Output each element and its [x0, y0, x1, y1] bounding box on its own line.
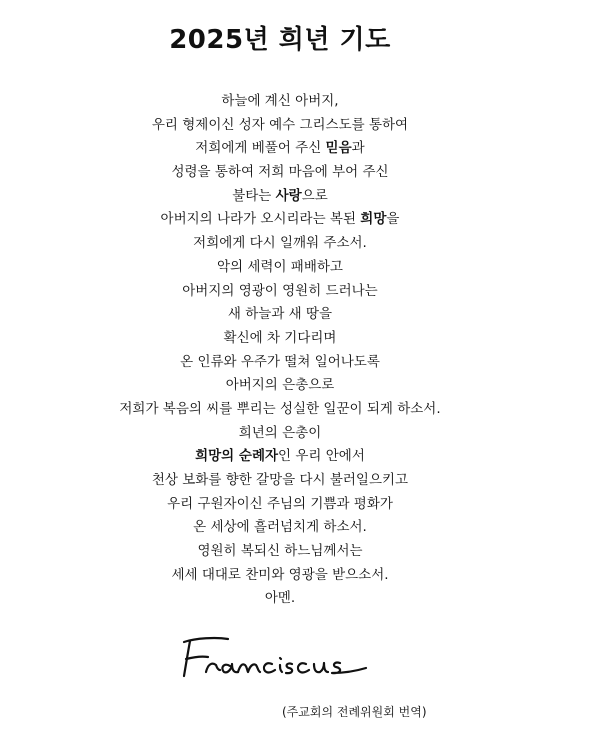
emphasized-word: 사랑 — [275, 187, 302, 204]
prayer-line — [0, 280, 560, 304]
emphasized-word: 믿음 — [325, 140, 352, 157]
handwritten-signature — [176, 632, 386, 684]
prayer-line — [0, 351, 560, 375]
line-text: 악의 세력이 패배하고 — [217, 258, 343, 275]
line-text: 우리 형제이신 성자 예수 그리스도를 통하여 — [151, 116, 409, 133]
prayer-line — [0, 161, 560, 185]
line-text: 저희가 복음의 씨를 뿌리는 성실한 일꾼이 되게 하소서. — [119, 400, 441, 417]
prayer-line — [0, 374, 560, 398]
prayer-line — [0, 469, 560, 493]
prayer-line — [0, 303, 560, 327]
line-text: 새 하늘과 새 땅을 — [227, 306, 333, 323]
emphasized-word: 희망의 순례자 — [195, 448, 279, 465]
line-text: 불타는 — [232, 187, 276, 204]
line-text: 아버지의 나라가 오시리라는 복된 — [160, 211, 361, 228]
line-text: 온 인류와 우주가 떨쳐 일어나도록 — [180, 353, 380, 370]
line-text: 저희에게 베풀어 주신 — [195, 140, 326, 157]
line-text: 하늘에 계신 아버지, — [221, 93, 339, 109]
line-text: 으로 — [301, 187, 328, 204]
prayer-line — [0, 90, 560, 114]
prayer-line — [0, 185, 560, 209]
prayer-line — [0, 327, 560, 351]
prayer-line — [0, 114, 560, 138]
prayer-line — [0, 232, 560, 256]
line-text: 과 — [351, 140, 365, 157]
prayer-line — [0, 587, 560, 611]
line-text: 저희에게 다시 일깨워 주소서. — [193, 235, 367, 252]
prayer-body — [0, 90, 560, 611]
line-text: 세세 대대로 찬미와 영광을 받으소서. — [171, 566, 389, 583]
prayer-line — [0, 256, 560, 280]
prayer-line — [0, 564, 560, 588]
prayer-line — [0, 208, 560, 232]
prayer-line — [0, 493, 560, 517]
translation-credit: (주교회의 전례위원회 번역) — [282, 705, 427, 719]
prayer-title: 2025년 희년 기도 — [169, 25, 391, 55]
line-text: 영원히 복되신 하느님께서는 — [197, 543, 363, 560]
line-text: 희년의 은총이 — [238, 424, 322, 441]
line-text: 확신에 차 기다리며 — [223, 329, 337, 346]
prayer-line — [0, 422, 560, 446]
prayer-line — [0, 540, 560, 564]
prayer-line — [0, 445, 560, 469]
line-text: 성령을 통하여 저희 마음에 부어 주신 — [171, 164, 389, 181]
line-text: 아멘. — [264, 590, 296, 607]
prayer-line — [0, 398, 560, 422]
line-text: 인 우리 안에서 — [278, 448, 365, 465]
prayer-line — [0, 137, 560, 161]
line-text: 을 — [386, 211, 400, 228]
line-text: 천상 보화를 향한 갈망을 다시 불러일으키고 — [151, 472, 409, 488]
line-text: 아버지의 은총으로 — [225, 377, 335, 394]
emphasized-word: 희망 — [360, 211, 387, 228]
line-text: 온 세상에 흘러넘치게 하소서. — [193, 519, 367, 536]
prayer-line — [0, 516, 560, 540]
line-text: 아버지의 영광이 영원히 드러나는 — [182, 282, 378, 299]
line-text: 우리 구원자이신 주님의 기쁨과 평화가 — [167, 495, 393, 512]
